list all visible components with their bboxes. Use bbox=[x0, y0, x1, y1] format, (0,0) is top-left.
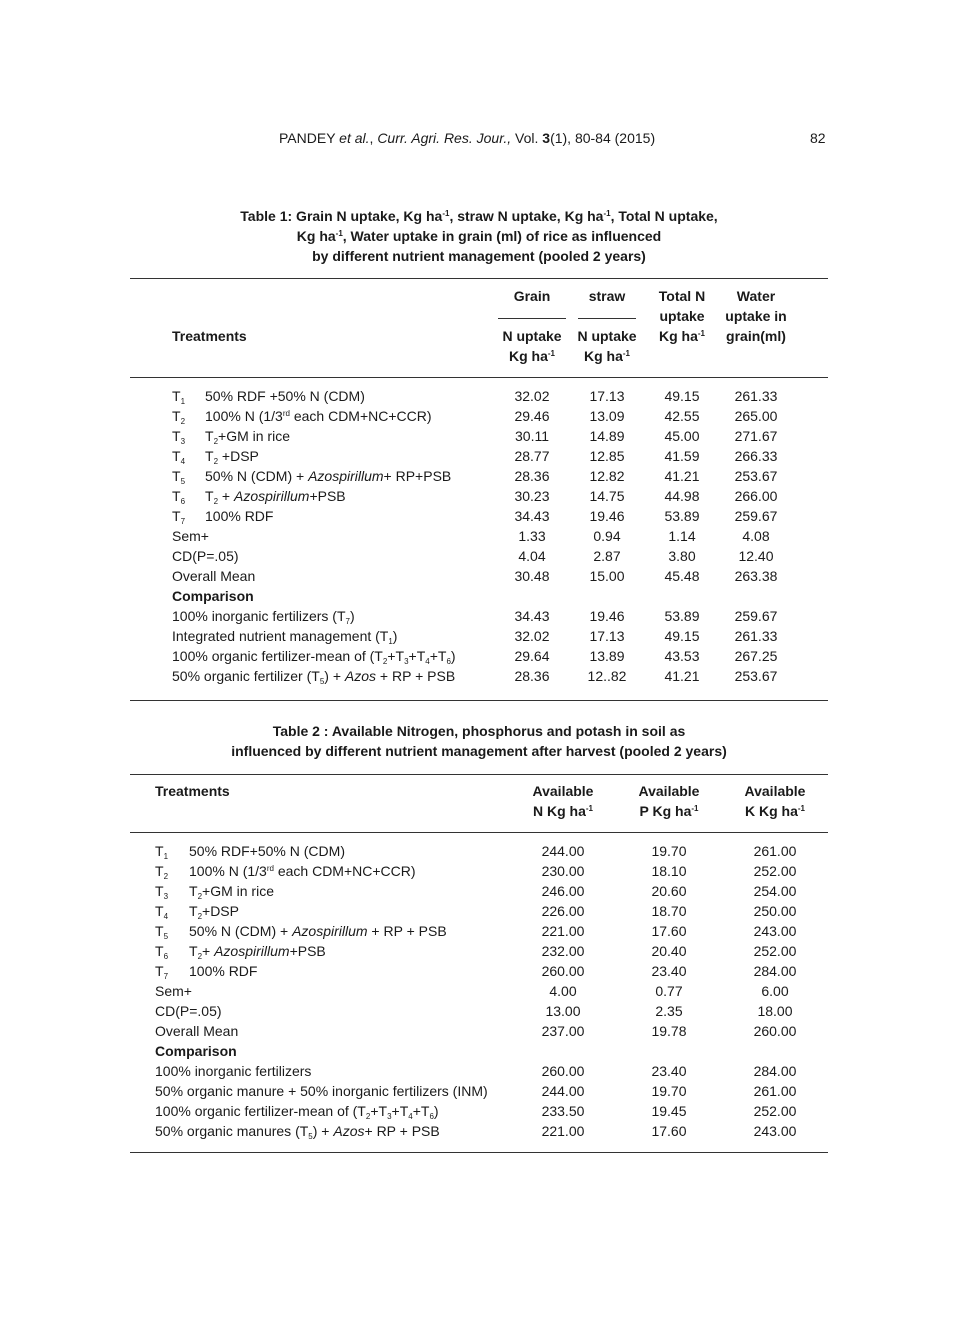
header-author: PANDEY bbox=[279, 130, 336, 146]
header-etal: et al. bbox=[339, 130, 370, 146]
table-row bbox=[0, 566, 960, 586]
value-cell: 19.70 bbox=[651, 843, 687, 859]
value-cell: 30.11 bbox=[515, 428, 549, 444]
value-cell: 17.13 bbox=[589, 628, 625, 644]
value-cell: 30.48 bbox=[514, 568, 550, 584]
table-row bbox=[0, 1001, 960, 1021]
table2-caption-line: Table 2 : Available Nitrogen, phosphorus and potash in soil as bbox=[272, 723, 686, 739]
treatment-label: 100% RDF bbox=[189, 963, 258, 979]
treatment-label: 50% RDF+50% N (CDM) bbox=[189, 843, 345, 859]
value-cell: 32.02 bbox=[514, 628, 550, 644]
table-row bbox=[0, 861, 960, 881]
table2-header-k-unit: K Kg $ha^{-1}$ bbox=[744, 803, 805, 819]
treatment-label: 50% organic manures $(T_5)$ + Azos+ RP + PSB bbox=[155, 1123, 440, 1141]
value-cell: 43.53 bbox=[664, 648, 700, 664]
table1-header-water-l3: grain(ml) bbox=[726, 328, 786, 344]
value-cell: 12..82 bbox=[587, 668, 627, 684]
table-row bbox=[0, 921, 960, 941]
table1-caption-line: Table 1: Grain N uptake, Kg $ha^{-1}$, straw N uptake, Kg $ha^{-1}$, Total N uptake, bbox=[240, 208, 718, 224]
treatment-code: $T_2$ bbox=[172, 408, 186, 426]
treatment-label: Integrated nutrient management $(T_1)$ bbox=[172, 628, 398, 646]
value-cell: 18.70 bbox=[651, 903, 687, 919]
value-cell: 261.33 bbox=[734, 628, 778, 644]
value-cell: 265.00 bbox=[734, 408, 778, 424]
treatment-label: 100% RDF bbox=[205, 508, 274, 524]
treatment-code: $T_2$ bbox=[155, 863, 169, 881]
value-cell: 20.40 bbox=[651, 943, 687, 959]
treatment-label: Overall Mean bbox=[172, 568, 256, 584]
value-cell: 261.00 bbox=[753, 843, 797, 859]
value-cell: 221.00 bbox=[541, 923, 585, 939]
value-cell: 41.21 bbox=[664, 668, 700, 684]
value-cell: 261.33 bbox=[734, 388, 778, 404]
value-cell: 41.59 bbox=[664, 448, 700, 464]
table-row bbox=[0, 546, 960, 566]
value-cell: 0.94 bbox=[593, 528, 621, 544]
value-cell: 53.89 bbox=[664, 608, 700, 624]
treatment-label: Overall Mean bbox=[155, 1023, 239, 1039]
table-row bbox=[0, 526, 960, 546]
value-cell: 44.98 bbox=[664, 488, 700, 504]
table1-header-total-l2: uptake bbox=[659, 308, 705, 324]
table-row bbox=[0, 841, 960, 861]
table2-header-rule bbox=[130, 832, 828, 833]
value-cell: 253.67 bbox=[734, 668, 778, 684]
value-cell: 266.00 bbox=[734, 488, 778, 504]
value-cell: 252.00 bbox=[753, 943, 797, 959]
table1-caption-line: Kg $ha^{-1}$, Water uptake in grain (ml) of rice as influenced bbox=[296, 228, 662, 244]
value-cell: 232.00 bbox=[541, 943, 585, 959]
value-cell: 2.87 bbox=[593, 548, 621, 564]
value-cell: 253.67 bbox=[734, 468, 778, 484]
treatment-code: $T_7$ bbox=[155, 963, 169, 981]
treatment-label: $T_2+$ Azospirillum+PSB bbox=[189, 943, 326, 961]
table2-caption-line: influenced by different nutrient management after harvest (pooled 2 years) bbox=[231, 743, 727, 759]
value-cell: 13.89 bbox=[589, 648, 625, 664]
table-row bbox=[0, 961, 960, 981]
table2-caption bbox=[130, 721, 828, 761]
value-cell: 29.64 bbox=[514, 648, 550, 664]
table1-header-grain: Grain bbox=[513, 288, 551, 304]
treatment-label: 50% N (CDM) + Azospirillum+ RP+PSB bbox=[205, 468, 452, 484]
value-cell: 259.67 bbox=[734, 508, 778, 524]
header-vol-num: 3 bbox=[542, 130, 551, 146]
treatment-code: $T_1$ bbox=[155, 843, 169, 861]
header-vol-rest: (1), 80-84 (2015) bbox=[550, 130, 656, 146]
table-row bbox=[0, 446, 960, 466]
value-cell: 12.40 bbox=[738, 548, 774, 564]
value-cell: 6.00 bbox=[761, 983, 789, 999]
value-cell: 233.50 bbox=[541, 1103, 585, 1119]
value-cell: 12.85 bbox=[589, 448, 625, 464]
value-cell: 28.36 bbox=[514, 668, 550, 684]
value-cell: 226.00 bbox=[541, 903, 585, 919]
value-cell: 1.14 bbox=[668, 528, 696, 544]
value-cell: 237.00 bbox=[541, 1023, 585, 1039]
value-cell: 1.33 bbox=[518, 528, 546, 544]
treatment-label: Comparison bbox=[172, 588, 254, 604]
value-cell: 13.00 bbox=[545, 1003, 581, 1019]
value-cell: 34.43 bbox=[514, 508, 550, 524]
treatment-code: $T_5$ bbox=[172, 468, 186, 486]
value-cell: 41.21 bbox=[664, 468, 700, 484]
table-row bbox=[0, 646, 960, 666]
value-cell: 17.13 bbox=[589, 388, 625, 404]
table-row bbox=[0, 1081, 960, 1101]
running-header: PANDEY et al., Curr. Agri. Res. Jour., Vol. 3(1), 80-84 (2015) bbox=[279, 130, 656, 146]
value-cell: 252.00 bbox=[753, 863, 797, 879]
table-row bbox=[0, 1061, 960, 1081]
table2-header-treatments: Treatments bbox=[155, 783, 230, 799]
value-cell: 14.89 bbox=[589, 428, 625, 444]
treatment-code: $T_6$ bbox=[155, 943, 169, 961]
treatment-label: $T_2+GM$ in rice bbox=[205, 428, 290, 446]
table-row bbox=[0, 406, 960, 426]
value-cell: 29.46 bbox=[514, 408, 550, 424]
table-row bbox=[0, 626, 960, 646]
value-cell: 18.10 bbox=[651, 863, 687, 879]
treatment-label: $T_2+DSP$ bbox=[189, 903, 239, 921]
value-cell: 254.00 bbox=[753, 883, 797, 899]
value-cell: 0.77 bbox=[655, 983, 683, 999]
value-cell: 260.00 bbox=[541, 1063, 585, 1079]
value-cell: 244.00 bbox=[541, 843, 585, 859]
value-cell: 252.00 bbox=[753, 1103, 797, 1119]
value-cell: 53.89 bbox=[664, 508, 700, 524]
value-cell: 261.00 bbox=[753, 1083, 797, 1099]
value-cell: 221.00 bbox=[541, 1123, 585, 1139]
value-cell: 17.60 bbox=[651, 923, 687, 939]
value-cell: 259.67 bbox=[734, 608, 778, 624]
table1-header-treatments: Treatments bbox=[172, 328, 247, 344]
treatment-label: $T_2+GM$ in rice bbox=[189, 883, 274, 901]
table-row bbox=[0, 386, 960, 406]
value-cell: 266.33 bbox=[734, 448, 778, 464]
table-row bbox=[0, 426, 960, 446]
value-cell: 250.00 bbox=[753, 903, 797, 919]
value-cell: 17.60 bbox=[651, 1123, 687, 1139]
value-cell: 12.82 bbox=[589, 468, 625, 484]
treatment-label: 50% N (CDM) + Azospirillum + RP + PSB bbox=[189, 923, 447, 939]
treatment-label: 100% organic fertilizer-mean of $(T_2+T_3+T_4+T_6)$ bbox=[155, 1103, 439, 1121]
table1-caption-line: by different nutrient management (pooled 2 years) bbox=[312, 248, 646, 264]
table1-header-total-l1: Total N bbox=[658, 288, 706, 304]
treatment-label: Sem+ bbox=[155, 983, 192, 999]
treatment-label: Sem+ bbox=[172, 528, 209, 544]
table1-header-straw-uptake: N uptake bbox=[577, 328, 637, 344]
value-cell: 2.35 bbox=[655, 1003, 683, 1019]
table-row bbox=[0, 981, 960, 1001]
value-cell: 23.40 bbox=[651, 963, 687, 979]
table1-header-water-l1: Water bbox=[736, 288, 776, 304]
table1-header-rule bbox=[130, 377, 828, 378]
treatment-code: $T_5$ bbox=[155, 923, 169, 941]
treatment-label: 50% RDF +50% N (CDM) bbox=[205, 388, 365, 404]
value-cell: 23.40 bbox=[651, 1063, 687, 1079]
value-cell: 284.00 bbox=[753, 1063, 797, 1079]
table-row bbox=[0, 1021, 960, 1041]
value-cell: 260.00 bbox=[541, 963, 585, 979]
treatment-label: 50% organic manure + 50% inorganic fertilizers (INM) bbox=[155, 1083, 488, 1099]
value-cell: 284.00 bbox=[753, 963, 797, 979]
value-cell: 19.70 bbox=[651, 1083, 687, 1099]
value-cell: 3.80 bbox=[668, 548, 696, 564]
value-cell: 267.25 bbox=[734, 648, 778, 664]
treatment-code: $T_7$ bbox=[172, 508, 186, 526]
treatment-label: Comparison bbox=[155, 1043, 237, 1059]
table2-header-p-unit: P Kg $ha^{-1}$ bbox=[639, 803, 699, 819]
table1-straw-underline bbox=[578, 318, 636, 319]
table-row bbox=[0, 586, 960, 606]
value-cell: 244.00 bbox=[541, 1083, 585, 1099]
treatment-label: 100% inorganic fertilizers bbox=[155, 1063, 312, 1079]
value-cell: 243.00 bbox=[753, 1123, 797, 1139]
table-row bbox=[0, 941, 960, 961]
page-number: 82 bbox=[810, 130, 826, 146]
treatment-label: CD(P=.05) bbox=[155, 1003, 222, 1019]
table2-header-available-k: Available bbox=[744, 783, 806, 799]
value-cell: 20.60 bbox=[651, 883, 687, 899]
table2-header-n-unit: N Kg $ha^{-1}$ bbox=[532, 803, 593, 819]
treatment-code: $T_3$ bbox=[155, 883, 169, 901]
value-cell: 263.38 bbox=[734, 568, 778, 584]
table-row bbox=[0, 901, 960, 921]
value-cell: 42.55 bbox=[664, 408, 700, 424]
value-cell: 4.08 bbox=[742, 528, 770, 544]
table-row bbox=[0, 506, 960, 526]
table-row bbox=[0, 466, 960, 486]
table-row bbox=[0, 606, 960, 626]
table1-header-straw: straw bbox=[588, 288, 626, 304]
table1-top-rule bbox=[130, 278, 828, 279]
table1-header-water-l2: uptake in bbox=[725, 308, 787, 324]
treatment-label: CD(P=.05) bbox=[172, 548, 239, 564]
value-cell: 260.00 bbox=[753, 1023, 797, 1039]
value-cell: 230.00 bbox=[541, 863, 585, 879]
table-row bbox=[0, 666, 960, 686]
table1-header-straw-unit: Kg $ha^{-1}$ bbox=[583, 348, 630, 364]
header-vol-prefix: Vol. bbox=[515, 130, 539, 146]
value-cell: 4.04 bbox=[518, 548, 546, 564]
value-cell: 271.67 bbox=[734, 428, 778, 444]
value-cell: 28.36 bbox=[514, 468, 550, 484]
treatment-code: $T_1$ bbox=[172, 388, 186, 406]
value-cell: 19.45 bbox=[651, 1103, 687, 1119]
treatment-code: $T_4$ bbox=[172, 448, 186, 466]
treatment-label: $T_2 +DSP$ bbox=[205, 448, 259, 466]
table1-bottom-rule bbox=[130, 700, 828, 701]
treatment-label: 50% organic fertilizer $(T_5)$ + Azos + RP + PSB bbox=[172, 668, 456, 686]
table-row bbox=[0, 486, 960, 506]
treatment-label: 100% organic fertilizer-mean of $(T_2+T_3+T_4+T_6)$ bbox=[172, 648, 456, 666]
table-row bbox=[0, 1041, 960, 1061]
table2-bottom-rule bbox=[130, 1152, 828, 1153]
value-cell: 19.46 bbox=[589, 608, 625, 624]
value-cell: 243.00 bbox=[753, 923, 797, 939]
table1-header-total-l3: Kg $ha^{-1}$ bbox=[658, 328, 705, 344]
treatment-code: $T_6$ bbox=[172, 488, 186, 506]
table2-header-available-p: Available bbox=[638, 783, 700, 799]
table1-header-grain-unit: Kg $ha^{-1}$ bbox=[508, 348, 555, 364]
value-cell: 4.00 bbox=[549, 983, 577, 999]
value-cell: 19.46 bbox=[589, 508, 625, 524]
value-cell: 19.78 bbox=[651, 1023, 687, 1039]
table-row bbox=[0, 1121, 960, 1141]
value-cell: 14.75 bbox=[589, 488, 625, 504]
value-cell: 34.43 bbox=[514, 608, 550, 624]
value-cell: 18.00 bbox=[757, 1003, 793, 1019]
treatment-code: $T_3$ bbox=[172, 428, 186, 446]
value-cell: 49.15 bbox=[664, 628, 700, 644]
table2-header-available-n: Available bbox=[532, 783, 594, 799]
value-cell: 49.15 bbox=[664, 388, 700, 404]
treatment-label: 100% N (1/3rd each CDM+NC+CCR) bbox=[205, 408, 432, 424]
value-cell: 13.09 bbox=[589, 408, 625, 424]
header-journal: Curr. Agri. Res. Jour., bbox=[377, 130, 512, 146]
value-cell: 32.02 bbox=[514, 388, 550, 404]
value-cell: 45.48 bbox=[664, 568, 700, 584]
table2-top-rule bbox=[130, 774, 828, 775]
table-row bbox=[0, 881, 960, 901]
value-cell: 28.77 bbox=[514, 448, 550, 464]
treatment-code: $T_4$ bbox=[155, 903, 169, 921]
value-cell: 15.00 bbox=[589, 568, 625, 584]
treatment-label: 100% inorganic fertilizers $(T_7)$ bbox=[172, 608, 355, 626]
treatment-label: 100% N (1/3rd each CDM+NC+CCR) bbox=[189, 863, 416, 879]
table1-grain-underline bbox=[498, 318, 566, 319]
value-cell: 30.23 bbox=[514, 488, 550, 504]
value-cell: 246.00 bbox=[541, 883, 585, 899]
table1-caption bbox=[130, 206, 828, 266]
table1-header-grain-uptake: N uptake bbox=[502, 328, 562, 344]
treatment-label: $T_2$ + Azospirillum+PSB bbox=[205, 488, 346, 506]
table-row bbox=[0, 1101, 960, 1121]
value-cell: 45.00 bbox=[664, 428, 700, 444]
